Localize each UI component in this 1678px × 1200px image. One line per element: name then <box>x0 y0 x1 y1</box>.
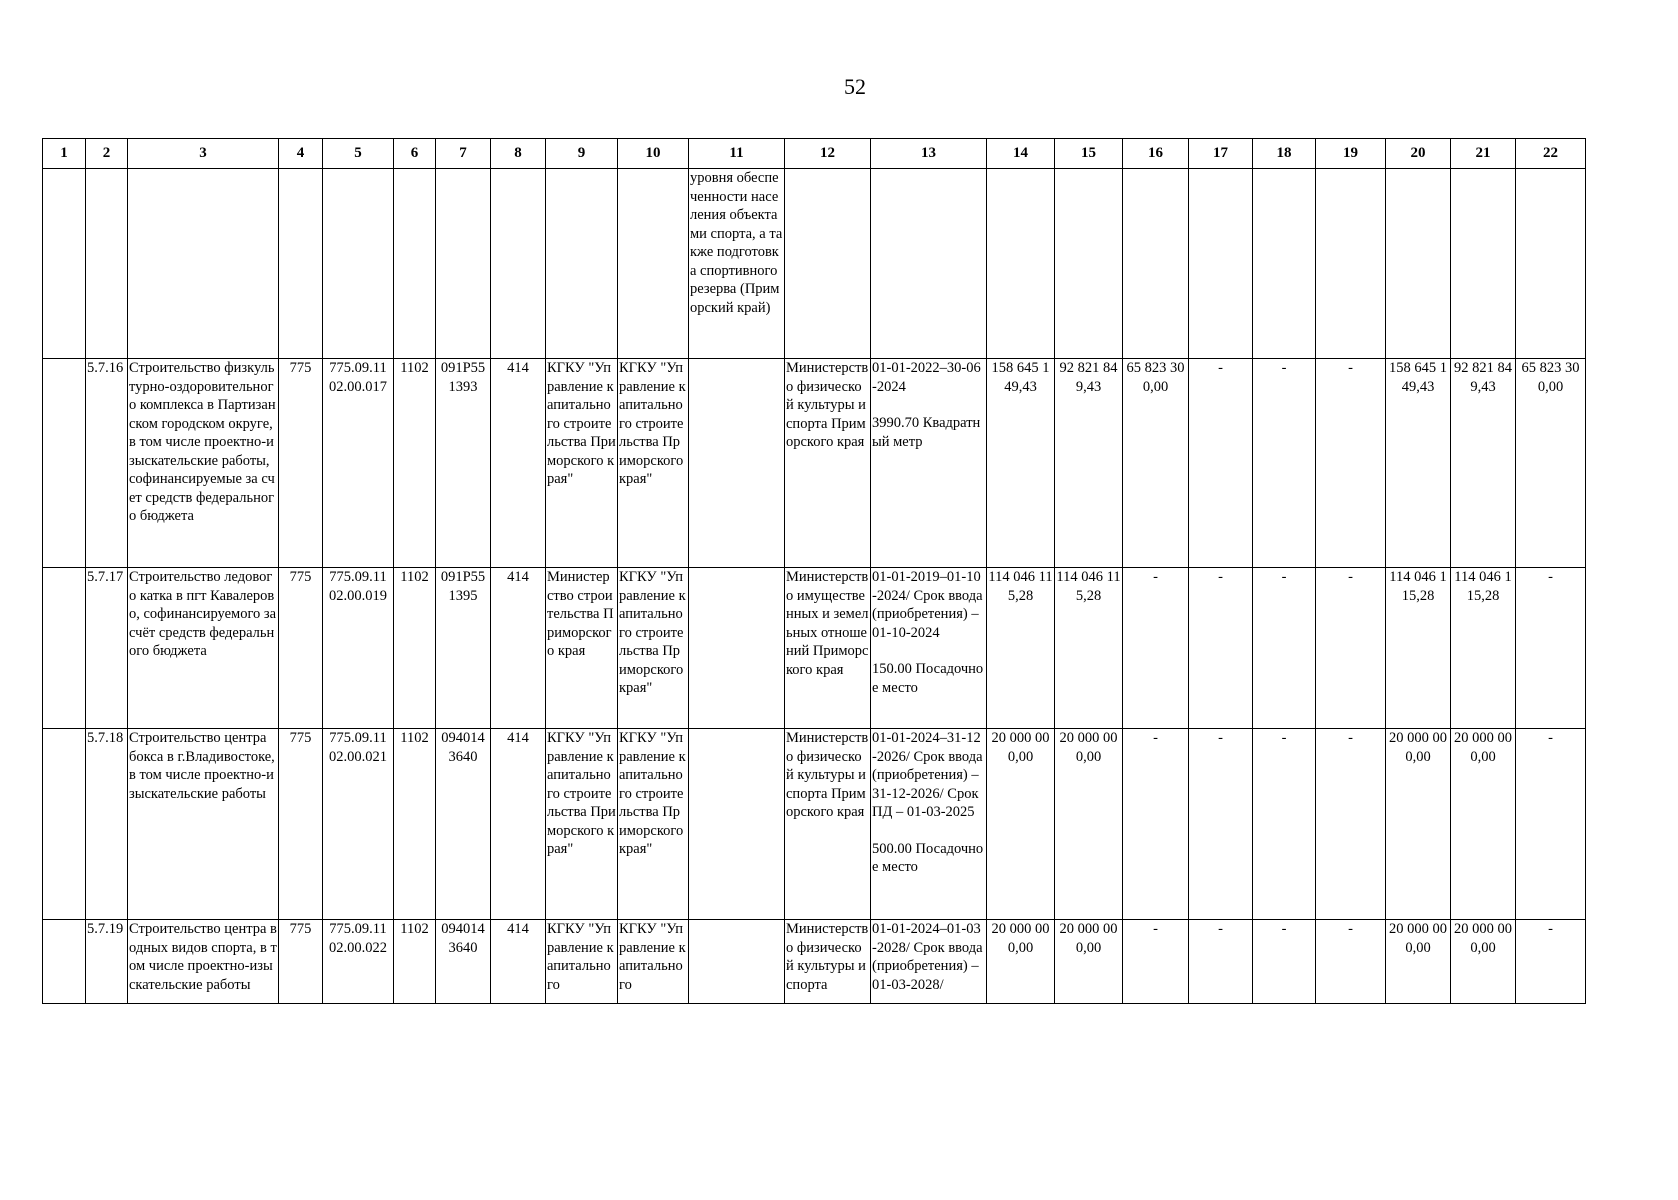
cell-col-12 <box>785 169 871 359</box>
cell-col-2: 5.7.16 <box>86 359 128 568</box>
cell-col-13 <box>871 568 987 729</box>
cell-col-11 <box>689 729 785 920</box>
column-number-6: 6 <box>394 139 436 169</box>
cell-col-3 <box>128 169 279 359</box>
cell-col-20 <box>1386 169 1451 359</box>
cell-col-15: 20 000 000,00 <box>1055 729 1123 920</box>
budget-table <box>42 138 1586 1004</box>
cell-col-6: 1102 <box>394 568 436 729</box>
table-row <box>43 568 1586 729</box>
column-number-22: 22 <box>1516 139 1586 169</box>
cell-col-22: - <box>1516 729 1586 920</box>
column-number-19: 19 <box>1316 139 1386 169</box>
cell-col-9: КГКУ "Управление капитального <box>546 920 618 1004</box>
table-row <box>43 359 1586 568</box>
page-number: 52 <box>844 74 866 99</box>
cell-col-9: КГКУ "Управление капитального строительства Приморского края" <box>546 359 618 568</box>
cell-col-16: - <box>1123 568 1189 729</box>
cell-col-11: уровня обеспеченности населения объектами спорта, а также подготовка спортивного резерва (Приморский край) <box>689 169 785 359</box>
cell-col-7: 091P55 1393 <box>436 359 491 568</box>
cell-col-6: 1102 <box>394 920 436 1004</box>
cell-col-11 <box>689 568 785 729</box>
cell-col-10: КГКУ "Управление капитального строительства Приморского края" <box>618 729 689 920</box>
column-number-1: 1 <box>43 139 86 169</box>
cell-col-13 <box>871 920 987 1004</box>
cell-col-5: 775.09.11 02.00.022 <box>323 920 394 1004</box>
cell-col-16: - <box>1123 729 1189 920</box>
cell-col-7 <box>436 169 491 359</box>
table-row-continuation <box>43 169 1586 359</box>
cell-col-2: 5.7.18 <box>86 729 128 920</box>
cell-col-12: Министерство физической культуры и спорта Приморского края <box>785 359 871 568</box>
cell-col-4: 775 <box>279 729 323 920</box>
period-text: 01-01-2024–31-12-2026/ Срок ввода (приобретения) – 31-12-2026/ Срок ПД – 01-03-2025 <box>872 730 983 820</box>
column-number-10: 10 <box>618 139 689 169</box>
cell-col-18: - <box>1253 920 1316 1004</box>
column-number-11: 11 <box>689 139 785 169</box>
cell-col-13 <box>871 169 987 359</box>
column-number-14: 14 <box>987 139 1055 169</box>
column-number-9: 9 <box>546 139 618 169</box>
cell-col-18: - <box>1253 729 1316 920</box>
cell-col-6: 1102 <box>394 359 436 568</box>
cell-col-3: Строительство центра бокса в г.Владивостоке, в том числе проектно-изыскательские работы <box>128 729 279 920</box>
cell-col-12: Министерство физической культуры и спорта <box>785 920 871 1004</box>
cell-col-16: 65 823 300,00 <box>1123 359 1189 568</box>
table-row <box>43 729 1586 920</box>
cell-col-1 <box>43 169 86 359</box>
cell-col-8: 414 <box>491 920 546 1004</box>
cell-col-20: 20 000 000,00 <box>1386 920 1451 1004</box>
cell-col-14: 20 000 000,00 <box>987 920 1055 1004</box>
cell-col-20: 114 046 115,28 <box>1386 568 1451 729</box>
column-number-4: 4 <box>279 139 323 169</box>
cell-col-20: 20 000 000,00 <box>1386 729 1451 920</box>
cell-col-2 <box>86 169 128 359</box>
cell-col-10 <box>618 169 689 359</box>
cell-col-18: - <box>1253 568 1316 729</box>
cell-col-19: - <box>1316 568 1386 729</box>
cell-col-1 <box>43 359 86 568</box>
cell-col-17: - <box>1189 359 1253 568</box>
column-number-18: 18 <box>1253 139 1316 169</box>
column-number-21: 21 <box>1451 139 1516 169</box>
cell-col-8: 414 <box>491 359 546 568</box>
cell-col-13 <box>871 359 987 568</box>
cell-col-10: КГКУ "Управление капитального строительства Приморского края" <box>618 568 689 729</box>
cell-col-21: 92 821 849,43 <box>1451 359 1516 568</box>
column-number-16: 16 <box>1123 139 1189 169</box>
cell-col-4: 775 <box>279 359 323 568</box>
cell-col-16 <box>1123 169 1189 359</box>
column-number-3: 3 <box>128 139 279 169</box>
cell-col-10: КГКУ "Управление капитального <box>618 920 689 1004</box>
cell-col-22 <box>1516 169 1586 359</box>
cell-col-22: - <box>1516 568 1586 729</box>
period-text: 01-01-2022–30-06-2024 <box>872 360 981 395</box>
cell-col-1 <box>43 920 86 1004</box>
cell-col-15: 92 821 849,43 <box>1055 359 1123 568</box>
cell-col-8: 414 <box>491 568 546 729</box>
spacer <box>872 642 985 660</box>
cell-col-7: 091P55 1395 <box>436 568 491 729</box>
capacity-text: 500.00 Посадочное место <box>872 840 984 875</box>
table-row <box>43 920 1586 1004</box>
cell-col-14 <box>987 169 1055 359</box>
spacer <box>872 396 985 414</box>
cell-col-21: 114 046 115,28 <box>1451 568 1516 729</box>
cell-col-22: 65 823 300,00 <box>1516 359 1586 568</box>
capacity-text: 3990.70 Квадратный метр <box>872 415 981 450</box>
cell-col-21: 20 000 000,00 <box>1451 920 1516 1004</box>
cell-col-12: Министерство физической культуры и спорта Приморского края <box>785 729 871 920</box>
column-number-20: 20 <box>1386 139 1451 169</box>
cell-col-16: - <box>1123 920 1189 1004</box>
cell-col-22: - <box>1516 920 1586 1004</box>
column-number-12: 12 <box>785 139 871 169</box>
cell-col-14: 158 645 149,43 <box>987 359 1055 568</box>
cell-col-13 <box>871 729 987 920</box>
cell-col-21: 20 000 000,00 <box>1451 729 1516 920</box>
cell-col-7: 094014 3640 <box>436 729 491 920</box>
cell-col-21 <box>1451 169 1516 359</box>
cell-col-5: 775.09.11 02.00.017 <box>323 359 394 568</box>
cell-col-1 <box>43 568 86 729</box>
cell-col-4: 775 <box>279 568 323 729</box>
spacer <box>872 822 985 840</box>
cell-col-5: 775.09.11 02.00.019 <box>323 568 394 729</box>
period-text: 01-01-2019–01-10-2024/ Срок ввода (приобретения) – 01-10-2024 <box>872 569 983 641</box>
cell-col-1 <box>43 729 86 920</box>
cell-col-12: Министерство имущественных и земельных отношений Приморского края <box>785 568 871 729</box>
cell-col-19: - <box>1316 359 1386 568</box>
cell-col-19: - <box>1316 729 1386 920</box>
cell-col-17 <box>1189 169 1253 359</box>
cell-col-17: - <box>1189 568 1253 729</box>
cell-col-19 <box>1316 169 1386 359</box>
cell-col-15 <box>1055 169 1123 359</box>
column-number-15: 15 <box>1055 139 1123 169</box>
cell-col-2: 5.7.17 <box>86 568 128 729</box>
period-text: 01-01-2024–01-03-2028/ Срок ввода (приобретения) – 01-03-2028/ <box>872 921 983 993</box>
cell-col-3: Строительство физкультурно-оздоровительного комплекса в Партизанском городском округе, в том числе проектно-изыскательские работы, софинансируемые за счет средств федерального бюджета <box>128 359 279 568</box>
column-number-5: 5 <box>323 139 394 169</box>
cell-col-3: Строительство центра водных видов спорта, в том числе проектно-изыскательские работы <box>128 920 279 1004</box>
column-number-2: 2 <box>86 139 128 169</box>
cell-col-5: 775.09.11 02.00.021 <box>323 729 394 920</box>
cell-col-14: 20 000 000,00 <box>987 729 1055 920</box>
cell-col-15: 114 046 115,28 <box>1055 568 1123 729</box>
capacity-text: 150.00 Посадочное место <box>872 661 984 696</box>
cell-col-11 <box>689 359 785 568</box>
cell-col-4 <box>279 169 323 359</box>
cell-col-15: 20 000 000,00 <box>1055 920 1123 1004</box>
cell-col-9: Министерство строительства Приморского края <box>546 568 618 729</box>
cell-col-20: 158 645 149,43 <box>1386 359 1451 568</box>
cell-col-2: 5.7.19 <box>86 920 128 1004</box>
column-number-row <box>43 139 1586 169</box>
cell-col-19: - <box>1316 920 1386 1004</box>
cell-col-14: 114 046 115,28 <box>987 568 1055 729</box>
cell-col-6 <box>394 169 436 359</box>
cell-col-9 <box>546 169 618 359</box>
column-number-13: 13 <box>871 139 987 169</box>
column-number-8: 8 <box>491 139 546 169</box>
cell-col-4: 775 <box>279 920 323 1004</box>
cell-col-7: 094014 3640 <box>436 920 491 1004</box>
cell-col-5 <box>323 169 394 359</box>
cell-col-3: Строительство ледового катка в пгт Кавалерово, софинансируемого за счёт средств федерального бюджета <box>128 568 279 729</box>
cell-col-17: - <box>1189 729 1253 920</box>
cell-col-9: КГКУ "Управление капитального строительства Приморского края" <box>546 729 618 920</box>
cell-col-6: 1102 <box>394 729 436 920</box>
cell-col-11 <box>689 920 785 1004</box>
cell-col-8 <box>491 169 546 359</box>
cell-col-17: - <box>1189 920 1253 1004</box>
cell-col-18: - <box>1253 359 1316 568</box>
column-number-7: 7 <box>436 139 491 169</box>
cell-col-10: КГКУ "Управление капитального строительства Приморского края" <box>618 359 689 568</box>
cell-col-8: 414 <box>491 729 546 920</box>
column-number-17: 17 <box>1189 139 1253 169</box>
cell-col-18 <box>1253 169 1316 359</box>
